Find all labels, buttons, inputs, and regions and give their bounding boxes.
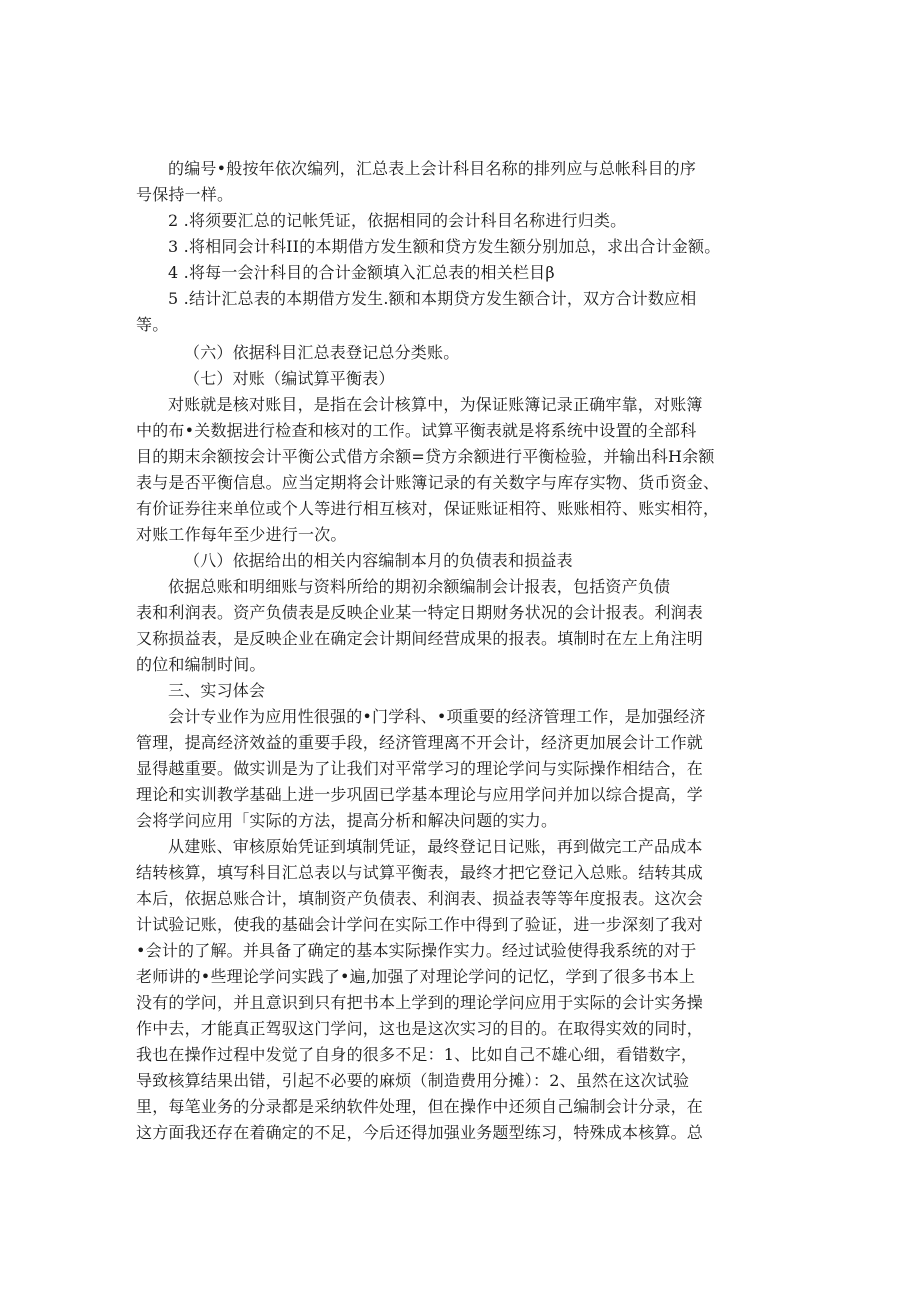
section-heading (136, 678, 788, 704)
text-line: 显得越重要。做实训是为了让我们对平常学习的理论学问与实际操作相结合，在 (136, 759, 704, 778)
text-line: 表和利润表。资产负债表是反映企业某一特定日期财务状况的会计报表。利润表 (136, 603, 704, 622)
paragraph (136, 286, 788, 338)
text-line: 3 .将相同会计科II的本期借方发生额和贷方发生额分别加总，求出合计金额。 (168, 237, 721, 256)
paragraph (136, 234, 788, 260)
text-line: （八）依据给出的相关内容编制本月的负债表和损益表 (184, 551, 573, 570)
text-line: 结转核算，填写科目汇总表以与试算平衡表，最终才把它登记入总账。结转其成 (136, 863, 704, 882)
text-line: 又称损益表，是反映企业在确定会计期间经营成果的报表。填制时在左上角注明 (136, 629, 704, 648)
text-line: 导致核算结果出错，引起不必要的麻烦（制造费用分摊）：2、虽然在这次试验 (136, 1071, 690, 1090)
text-line: 表与是否平衡信息。应当定期将会计账簿记录的有关数字与库存实物、货币资金、 (136, 473, 720, 492)
text-line: •会计的了解。并具备了确定的基本实际操作实力。经过试验使得我系统的对于 (136, 941, 697, 960)
text-line: 等。 (136, 315, 169, 334)
text-line: 的位和编制时间。 (136, 655, 266, 674)
text-line: （七）对账（编试算平衡表） (184, 369, 395, 388)
paragraph (136, 156, 788, 208)
paragraph (136, 574, 788, 678)
text-line: 老师讲的•些理论学问实践了•遍,加强了对理论学问的记忆，学到了很多书本上 (136, 967, 696, 986)
text-line: 会计专业作为应用性很强的•门学科、•项重要的经济管理工作，是加强经济 (168, 707, 706, 726)
text-line: 会将学问应用「实际的方法，提高分析和解决问题的实力。 (136, 811, 558, 830)
section-heading (136, 340, 788, 366)
paragraph (136, 392, 788, 548)
paragraph (136, 260, 788, 286)
paragraph (136, 704, 788, 834)
text-line: 有价证券往来单位或个人等进行相互核对，保证账证相符、账账相符、账实相符， (136, 499, 720, 518)
text-line: 目的期末余额按会计平衡公式借方余额=贷方余额进行平衡检验，并输出科H余额 (136, 447, 715, 466)
text-line: 从建账、审核原始凭证到填制凭证，最终登记日记账，再到做完工产品成本 (168, 837, 703, 856)
text-line: 中的布•关数据进行检查和核对的工作。试算平衡表就是将系统中设置的全部科 (136, 421, 697, 440)
text-line: 号保持一样。 (136, 185, 234, 204)
section-heading (136, 366, 788, 392)
text-line: 理论和实训教学基础上进一步巩固已学基本理论与应用学问并加以综合提高，学 (136, 785, 704, 804)
text-line: 三、实习体会 (168, 681, 266, 700)
text-line: 对账工作每年至少进行一次。 (136, 525, 347, 544)
text-line: 作中去，才能真正驾驭这门学问，这也是这次实习的目的。在取得实效的同时， (136, 1019, 704, 1038)
text-line: 的编号•般按年依次编列，汇总表上会计科目名称的排列应与总帐科目的序 (168, 159, 697, 178)
text-line: 4 .将每一会汁科目的合计金额填入汇总表的相关栏目β (168, 263, 555, 282)
text-line: 计试验记账，使我的基础会计学问在实际工作中得到了验证，进一步深刻了我对 (136, 915, 704, 934)
section-heading (136, 548, 788, 574)
document-body (136, 156, 788, 1146)
text-line: 里，每笔业务的分录都是采纳软件处理，但在操作中还须自己编制会计分录，在 (136, 1097, 704, 1116)
text-line: 5 .结计汇总表的本期借方发生.额和本期贷方发生额合计，双方合计数应相 (168, 289, 697, 308)
text-line: 管理，提高经济效益的重要手段，经济管理离不开会计，经济更加展会计工作就 (136, 733, 704, 752)
text-line: 我也在操作过程中发觉了自身的很多不足：1、比如自己不雄心细，看错数字， (136, 1045, 698, 1064)
text-line: 对账就是核对账目，是指在会计核算中，为保证账簿记录正确牢靠，对账簿 (168, 395, 703, 414)
text-line: 没有的学问，并且意识到只有把书本上学到的理论学问应用于实际的会计实务操 (136, 993, 704, 1012)
paragraph (136, 834, 788, 1146)
paragraph (136, 208, 788, 234)
text-line: 2 .将须要汇总的记帐凭证，依据相同的会计科目名称进行归类。 (168, 211, 627, 230)
text-line: （六）依据科目汇总表登记总分类账。 (184, 343, 460, 362)
text-line: 这方面我还存在着确定的不足，今后还得加强业务题型练习，特殊成本核算。总 (136, 1123, 704, 1142)
text-line: 本后，依据总账合计，填制资产负债表、利润表、损益表等等年度报表。这次会 (136, 889, 704, 908)
text-line: 依据总账和明细账与资料所给的期初余额编制会计报表，包括资产负债 (168, 577, 671, 596)
